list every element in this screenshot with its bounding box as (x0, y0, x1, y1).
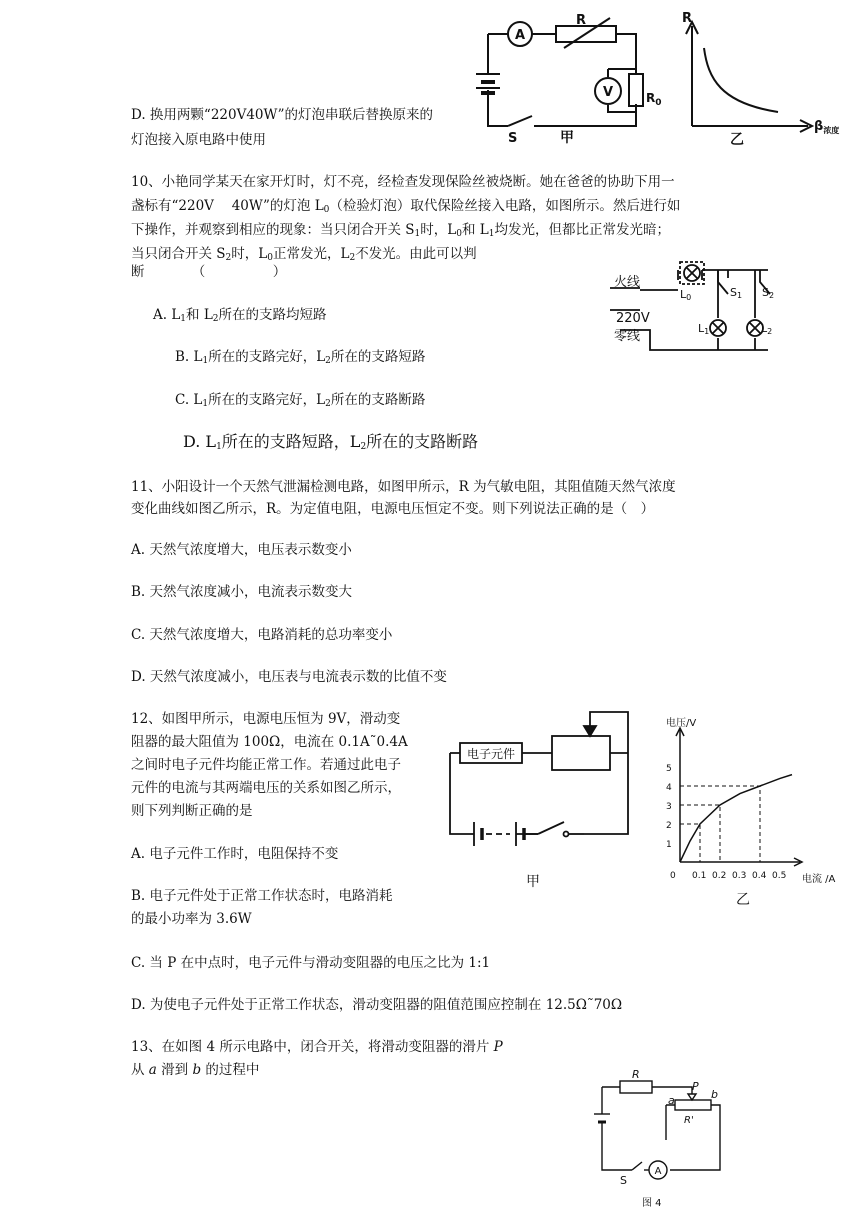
s2-label: S2 (762, 286, 775, 300)
x-tick-label: 0.4 (752, 871, 767, 881)
x-tick-label: 0 (670, 871, 676, 881)
electronic-component-label: 电子元件 (466, 747, 516, 761)
u-i-curve (680, 775, 792, 862)
neutral-wire-label: 零线 (614, 329, 641, 344)
q13-circuit-figure4 (580, 1060, 740, 1210)
q9-circuit-diagram-jia (478, 14, 678, 144)
ammeter-label: A (514, 28, 526, 43)
q12-option-c: C. 当 P 在中点时，电子元件与滑动变阻器的电压之比为 1:1 (131, 955, 491, 971)
label-jia: 甲 (560, 130, 574, 146)
q10-stem-line4: 当只闭合开关 $S_2$时，$L_0$正常发光，$L_2$不发光。由此可以判 (131, 246, 477, 263)
x-tick-label: 0.3 (732, 871, 747, 881)
l1-label: L1 (698, 322, 710, 336)
q13-stem-line2: 从 a 滑到 b 的过程中 (131, 1062, 260, 1078)
q11-stem-line2: 变化曲线如图乙所示，R。为定值电阻，电源电压恒定不变。则下列说法正确的是（ ） (131, 501, 655, 517)
q10-option-d: D. $L_1$所在的支路短路，$L_2$所在的支路断路 (183, 432, 479, 452)
b-label: b (711, 1088, 718, 1101)
q12-voltage-current-graph (660, 712, 850, 912)
q12-option-b-line1: B. 电子元件处于正常工作状态时，电路消耗 (131, 888, 393, 904)
l0-label: L0 (680, 288, 692, 302)
x-axis-label: 电流 /A (802, 874, 836, 885)
live-wire-label: 火线 (614, 275, 641, 290)
q13-stem-line1: 13、在如图 4 所示电路中，闭合开关，将滑动变阻器的滑片 P (131, 1039, 503, 1055)
graph-axis-r: R (682, 11, 693, 26)
y-tick-label: 2 (666, 821, 672, 831)
y-tick-label: 1 (666, 840, 672, 850)
y-tick-label: 5 (666, 764, 672, 774)
a-label: a (668, 1094, 675, 1107)
l2-label: L2 (761, 322, 773, 336)
y-tick-label: 3 (666, 802, 672, 812)
q12-stem-line5: 则下列判断正确的是 (131, 803, 253, 819)
q10-option-b: B. $L_1$所在的支路完好，$L_2$所在的支路短路 (175, 349, 426, 366)
q12-option-b-line2: 的最小功率为 3.6W (131, 911, 252, 927)
s1-label: S1 (730, 286, 743, 300)
label-yi: 乙 (730, 132, 744, 148)
figure-caption: 图 4 (642, 1198, 662, 1209)
q12-stem-line3: 之间时电子元件均能正常工作。若通过此电子 (131, 757, 401, 773)
p-label: P (692, 1080, 699, 1093)
q11-option-c: C. 天然气浓度增大，电路消耗的总功率变小 (131, 627, 393, 643)
q11-option-b: B. 天然气浓度减小，电流表示数变大 (131, 584, 353, 600)
q12-option-d: D. 为使电子元件处于正常工作状态，滑动变阻器的阻值范围应控制在 12.5Ω˜70Ω (131, 997, 623, 1013)
resistor-r-label: R (576, 13, 587, 28)
rprime-label: R' (684, 1115, 694, 1126)
voltage-label: 220V (616, 311, 650, 326)
q10-stem-line1: 10、小艳同学某天在家开灯时，灯不亮，经检查发现保险丝被烧断。她在爸爸的协助下用一 (131, 174, 675, 190)
svg-text:β浓度: $\beta_{浓度}$ (814, 119, 840, 135)
q12-stem-line1: 12、如图甲所示，电源电压恒为 9V，滑动变 (131, 711, 401, 727)
r-label: R (632, 1068, 640, 1081)
q9-option-d-line1: D. 换用两颗“220V40W”的灯泡串联后替换原来的 (131, 107, 434, 123)
label-jia: 甲 (526, 874, 540, 890)
y-axis-label: 电压/V (666, 718, 697, 729)
q12-option-a: A. 电子元件工作时，电阻保持不变 (131, 846, 339, 862)
q10-option-c: C. $L_1$所在的支路完好，$L_2$所在的支路断路 (175, 392, 426, 409)
q9-option-d-line2: 灯泡接入原电路中使用 (131, 132, 266, 148)
label-yi: 乙 (736, 892, 750, 908)
q10-stem-line5: 断 （ ） (131, 264, 287, 280)
q12-stem-line4: 元件的电流与其两端电压的关系如图乙所示， (131, 780, 401, 796)
q11-option-a: A. 天然气浓度增大，电压表示数变小 (131, 542, 352, 558)
q11-stem-line1: 11、小阳设计一个天然气泄漏检测电路，如图甲所示，R 为气敏电阻，其阻值随天然气浓度 (131, 479, 676, 495)
q10-option-a: A. $L_1$和 $L_2$所在的支路均短路 (153, 307, 327, 324)
svg-text:R0: $R_0$ (646, 91, 662, 108)
x-tick-label: 0.1 (692, 871, 707, 881)
q12-circuit-jia (440, 712, 640, 892)
q10-household-circuit (610, 258, 775, 363)
y-tick-label: 4 (666, 783, 672, 793)
switch-label: S (508, 131, 518, 146)
q11-option-d: D. 天然气浓度减小，电压表与电流表示数的比值不变 (131, 669, 447, 685)
ammeter-label: A (654, 1166, 662, 1177)
q9-r-concentration-graph (678, 8, 858, 148)
voltmeter-label: V (602, 85, 614, 100)
q12-stem-line2: 阻器的最大阻值为 100Ω，电流在 0.1A˜0.4A (131, 734, 408, 750)
q10-stem-line2: 盏标有“220V 40W”的灯泡 $L_0$（检验灯泡）取代保险丝接入电路，如图所示。然后进行如 (131, 198, 681, 215)
q10-stem-line3: 下操作，并观察到相应的现象：当只闭合开关 $S_1$时，$L_0$和 $L_1$均发光，但都比正常发光暗； (131, 222, 670, 239)
x-tick-label: 0.5 (772, 871, 787, 881)
s-label: S (620, 1174, 627, 1187)
x-tick-label: 0.2 (712, 871, 727, 881)
